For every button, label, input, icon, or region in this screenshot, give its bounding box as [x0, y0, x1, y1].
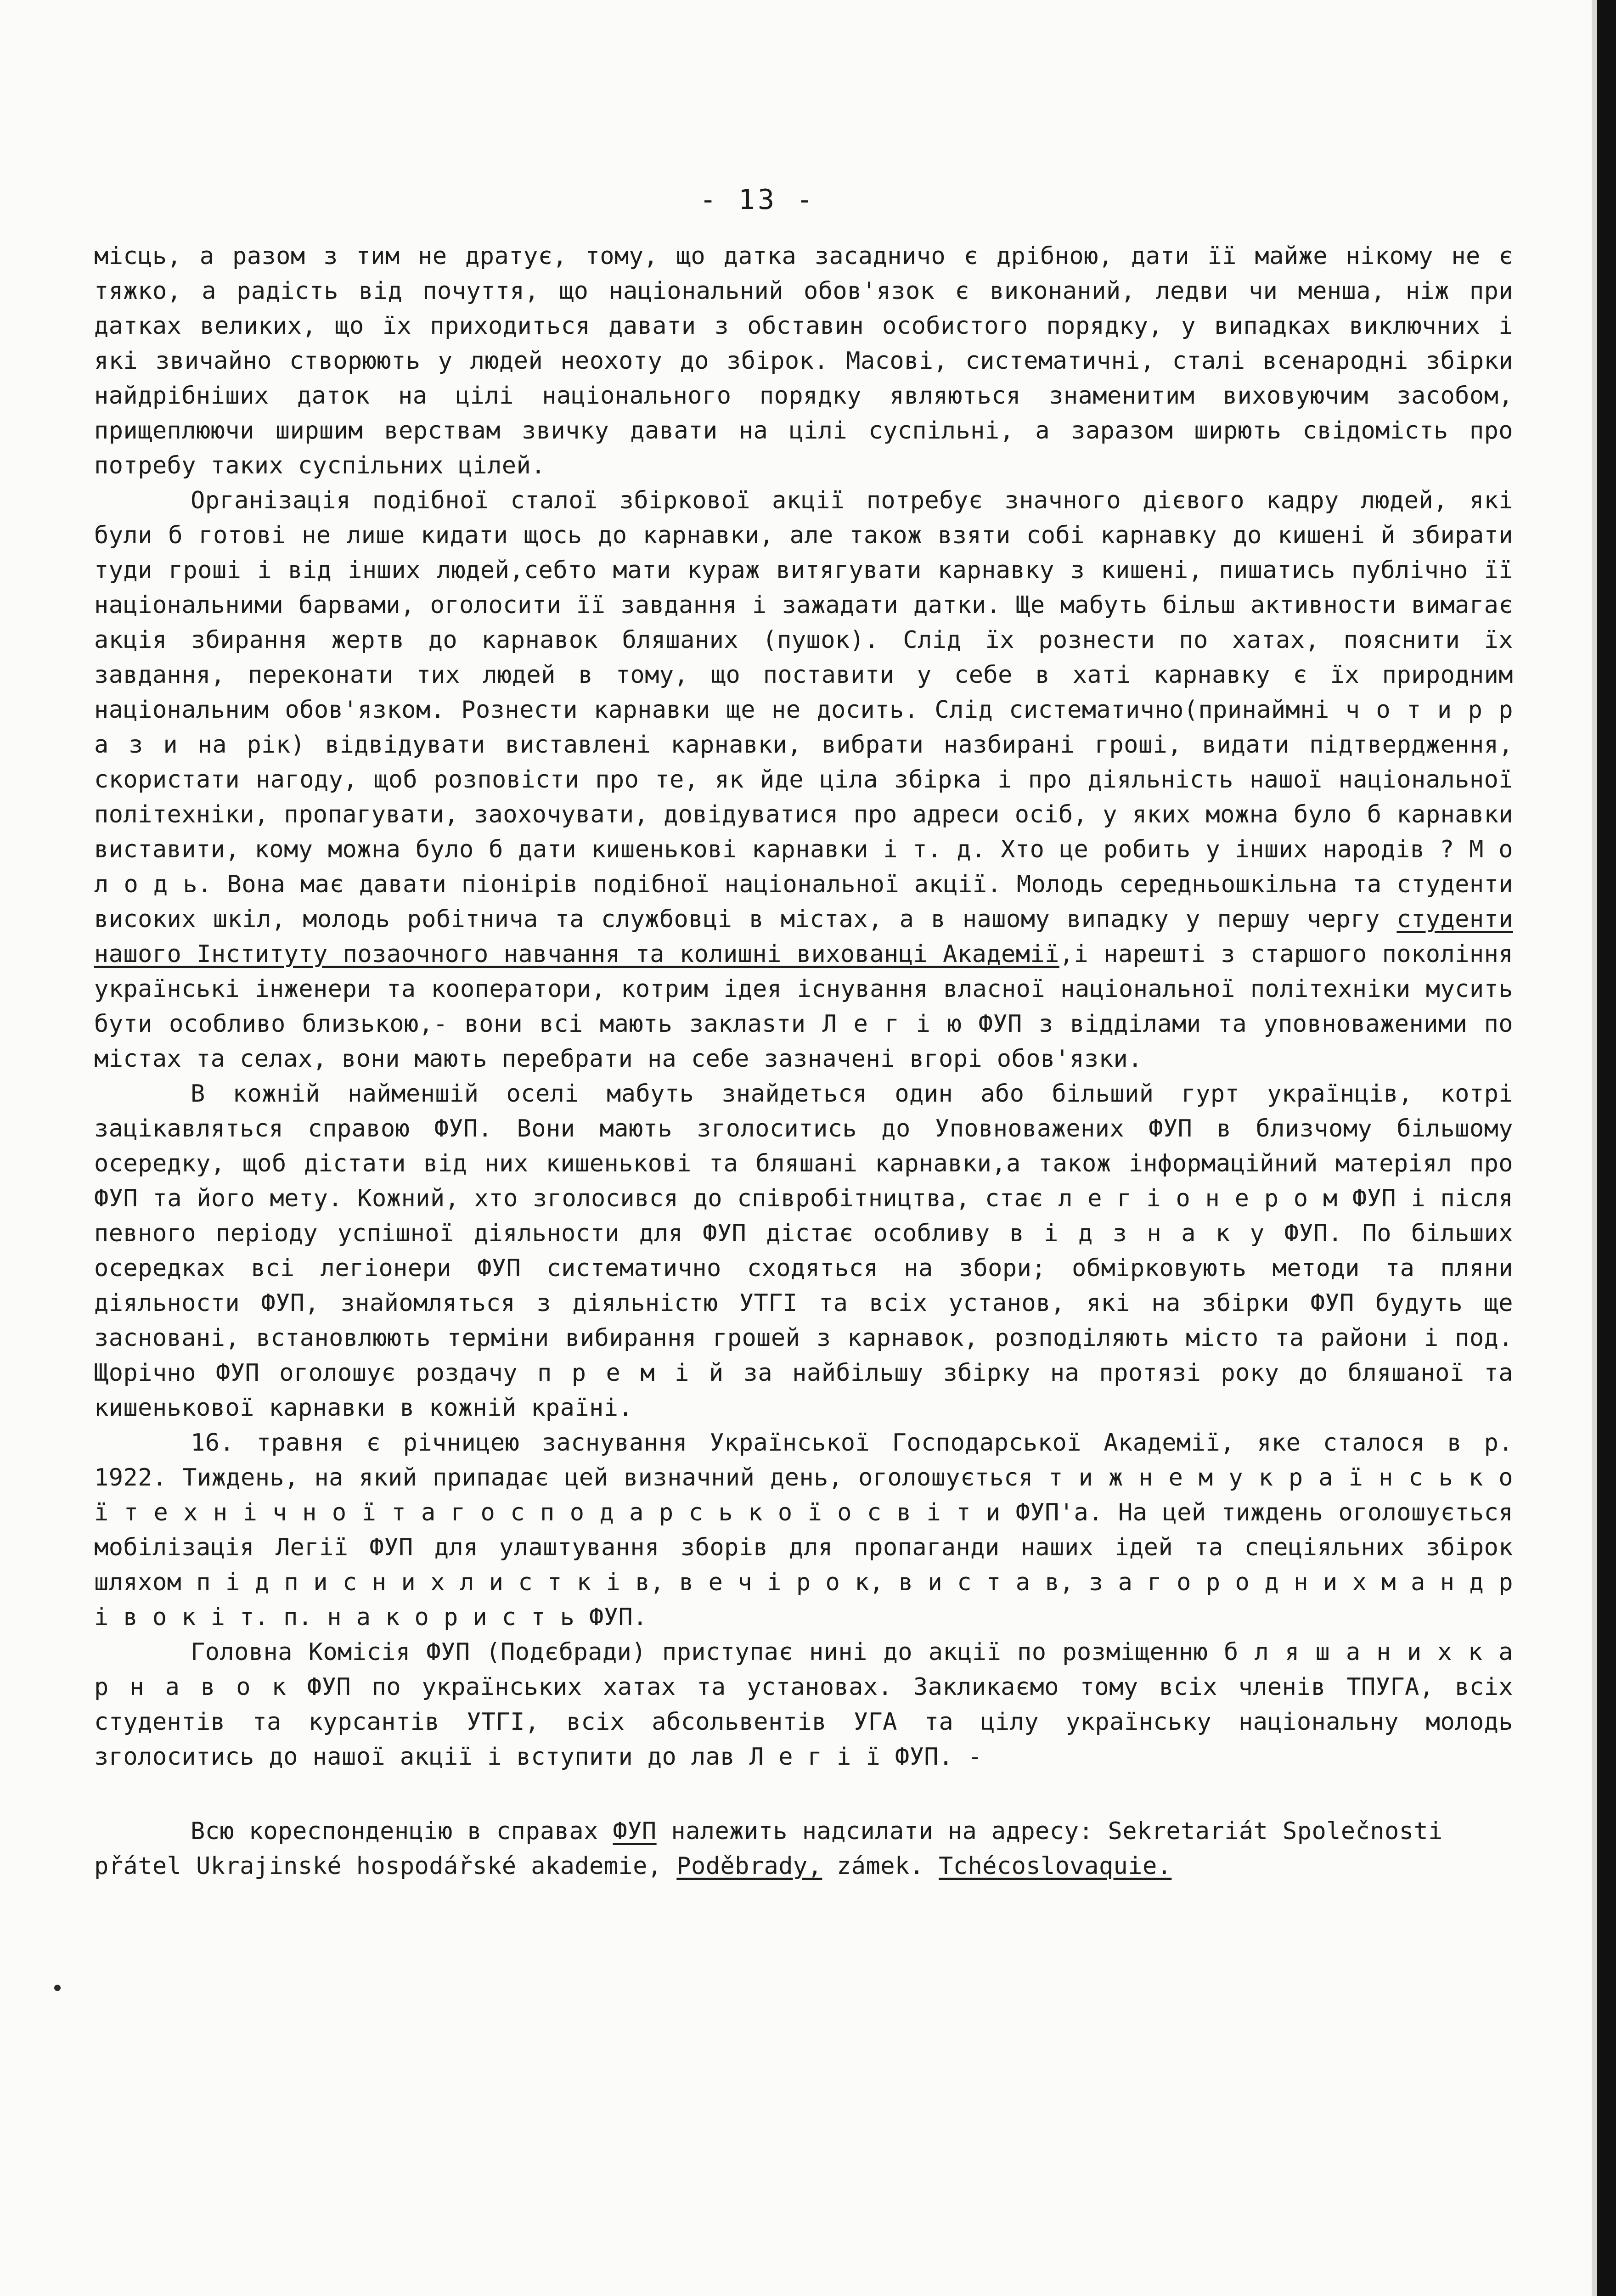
correspondence-castle: zámek. [837, 1852, 924, 1880]
correspondence-fup: ФУП [613, 1818, 657, 1845]
paragraph-2-tail: ,і нарешті з старшого покоління українські інженери та кооператори, котрим ідея існування власної національної політехніки мусить бути особливо близькою,- вони всі мають заклasти Л е г і ю ФУП з відділами та уповноваженими по містах та селах, вони мають перебрати на себе зазначені вгорі обов'язки. [94, 940, 1514, 1073]
document-body [94, 239, 1513, 1884]
scan-edge-shade [1592, 0, 1597, 2296]
correspondence-address: належить надсилати на адресу: Sekretariát Společnosti přátel Ukrajinské hospodářské akademie, [94, 1818, 1443, 1880]
paragraph-5: Головна Комісія ФУП (Подєбради) приступає нині до акції по розміщенню б л я ш а н и х к а р н а в о к ФУП по українських хатах та установах. Закликаємо тому всіх членів ТПУГА, всіх студентів та курсантів УТГІ, всіх абсольвентів УГА та цілу українську національну молодь зголоситись до нашої акції і вступити до лав Л е г і ї ФУП. - [94, 1638, 1513, 1771]
scan-border [1597, 0, 1616, 2296]
paragraph-2 [94, 483, 1513, 1076]
correspondence-city: Poděbrady, [676, 1852, 822, 1880]
margin-dot [54, 1985, 61, 1991]
page-number: - 13 - [699, 184, 816, 216]
paragraph-4: 16. травня є річницею заснування Української Господарської Академії, яке сталося в р. 1922. Тиждень, на який припадає цей визначний день, оголошується т и ж н е м у к р а ї н с ь к о ї т е х н і ч н о ї т а г о с п о д а р с ь к о ї о с в і т и ФУП'а. На цей тиждень оголошується мобілізація Легії ФУП для улаштування зборів для пропаганди наших ідей та спеціяльних збірок шляхом п і д п и с н и х л и с т к і в, в е ч і р о к, в и с т а в, з а г о р о д н и х м а н д р і в о к і т. п. н а к о р и с т ь ФУП. [94, 1429, 1513, 1631]
correspondence-lead: Всю кореспонденцію в справах [191, 1818, 598, 1845]
correspondence-country: Tchécoslovaquie. [939, 1852, 1172, 1880]
correspondence-note [94, 1814, 1513, 1884]
underlined-institute-phrase: студенти нашого Інституту позаочного навчання та колишні вихованці Академії [94, 906, 1513, 968]
paragraph-2-text: Організація подібної сталої збіркової акції потребує значного дієвого кадру людей, які були б готові не лише кидати щось до карнавки, але також взяти собі карнавку до кишені й збирати туди гроші і від інших людей,себто мати кураж витягувати карнавку з кишені, пишатись публічно її національними барвами, оголосити її завдання і зажадати датки. Ще мабуть більш активности вимагає акція збирання жертв до карнавок бляшаних (пушок). Слід їх рознести по хатах, пояснити їх завдання, переконати тих людей в тому, що поставити у себе в хаті карнавку є їх природним національним обов'язком. Рознести карнавки ще не досить. Слід систематично(принаймні ч о т и р р а з и на рік) відвідувати виставлені карнавки, вибрати назбирані гроші, видати підтвердження, скористати нагоду, щоб розповісти про те, як йде ціла збірка і про діяльність нашої національної політехніки, пропагувати, заохочувати, довідуватися про адреси осіб, у яких можна було б карнавки виставити, кому можна було б дати кишенькові карнавки і т. д. Хто це робить у інших народів ? М о л о д ь. Вона має давати піонірів подібної національної акції. Молодь середньошкільна та студенти високих шкіл, молодь робітнича та службовці в містах, а в нашому випадку у першу чергу [94, 487, 1513, 933]
paragraph-3: В кожній найменшій оселі мабуть знайдеться один або більший гурт українців, котрі зацікавляться справою ФУП. Вони мають зголоситись до Уповноважених ФУП в близчому більшому осередку, щоб дістати від них кишенькові та бляшані карнавки,а також інформаційний матеріял про ФУП та його мету. Кожний, хто зголосився до співробітництва, стає л е г і о н е р о м ФУП і після певного періоду успішної діяльности для ФУП дістає особливу в і д з н а к у ФУП. По більших осередках всі легіонери ФУП систематично сходяться на збори; обмірковують методи та пляни діяльности ФУП, знайомляться з діяльністю УТГІ та всіх установ, які на збірки ФУП будуть ще засновані, встановлюють терміни вибирання грошей з карнавок, розподіляють місто та райони і под. Щорічно ФУП оголошує роздачу п р е м і й за найбільшу збірку на протязі року до бляшаної та кишенькової карнавки в кожній країні. [94, 1080, 1513, 1422]
paragraph-1: місць, а разом з тим не дратує, тому, що датка засадничо є дрібною, дати її майже нікому не є тяжко, а радість від почуття, що національний обов'язок є виконаний, ледви чи менша, ніж при датках великих, що їх приходиться давати з обставин особистого порядку, у випадках виключних і які звичайно створюють у людей неохоту до збірок. Масові, систематичні, сталі всенародні збірки найдрібніших даток на цілі національного порядку являються знаменитим виховуючим засобом, прищеплюючи ширшим верствам звичку давати на цілі суспільні, а заразом ширють свідомість про потребу таких суспільних цілей. [94, 242, 1513, 479]
